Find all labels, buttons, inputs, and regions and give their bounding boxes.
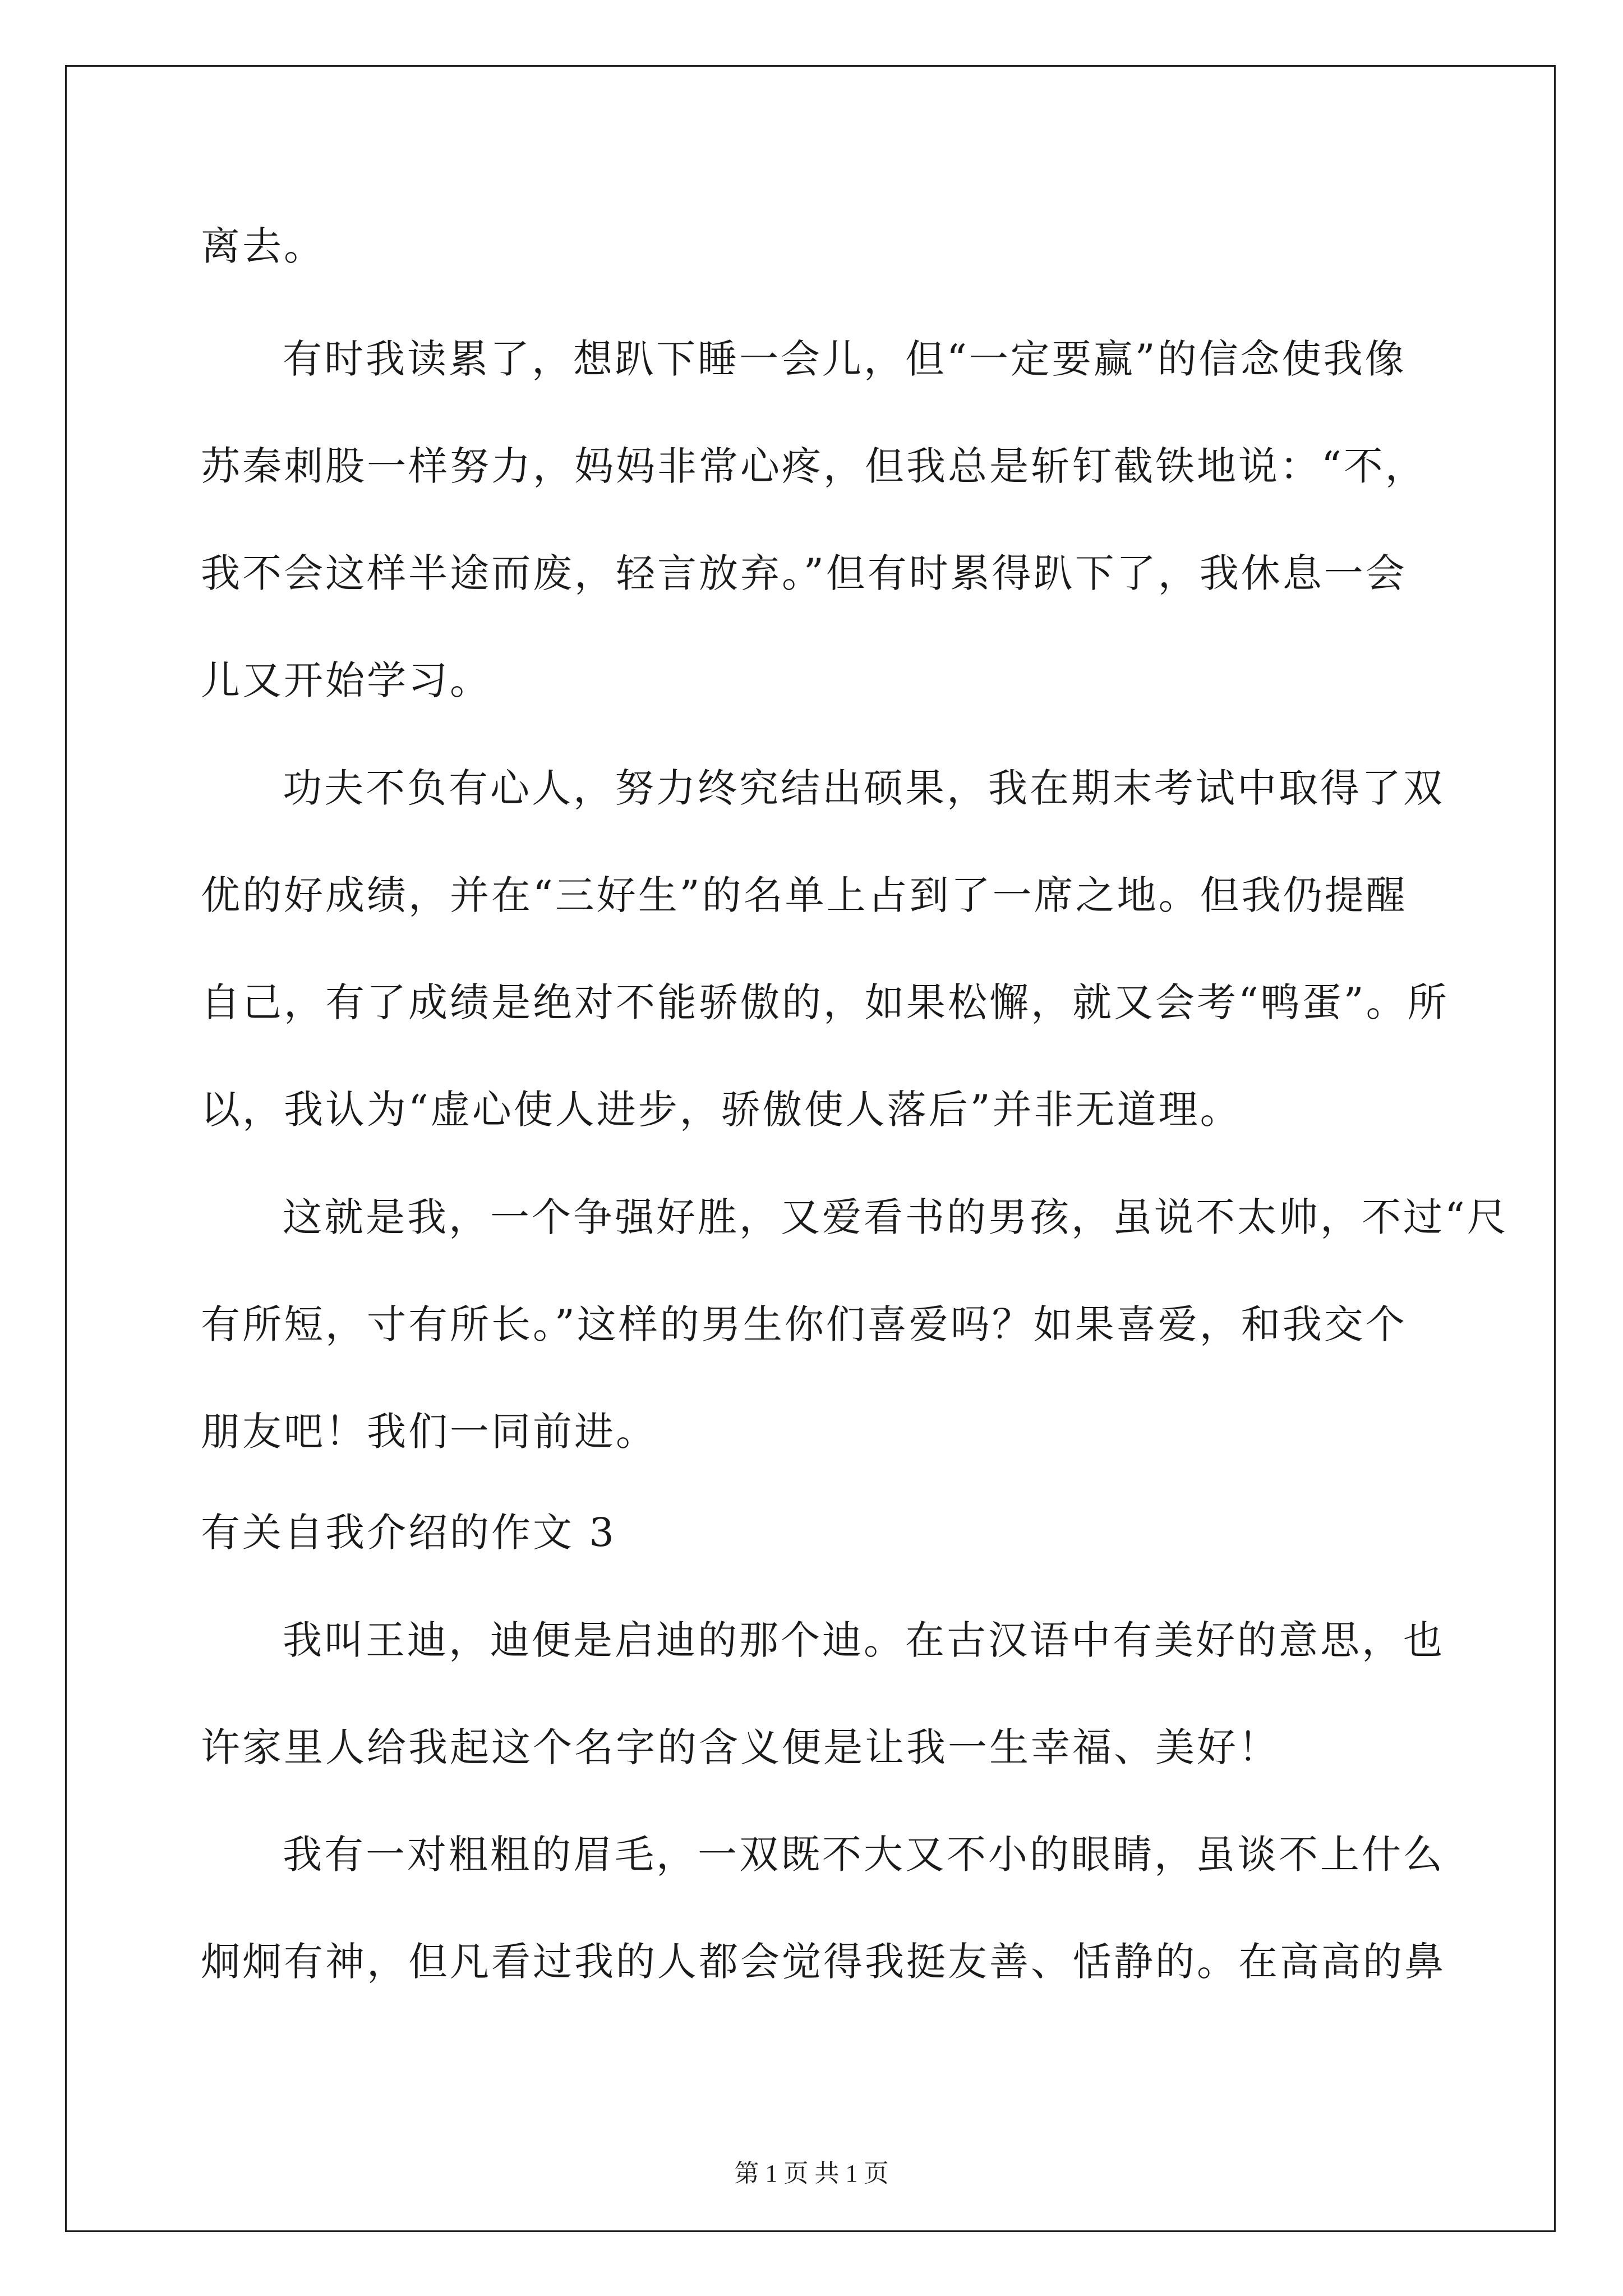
page-number-footer: 第 1 页 共 1 页 xyxy=(734,2160,889,2187)
text-line: 离去。 xyxy=(201,223,325,269)
text-line: 朋友吧！我们一同前进。 xyxy=(201,1409,657,1455)
text-line: 我有一对粗粗的眉毛，一双既不大又不小的眼睛，虽谈不上什么 xyxy=(283,1832,1445,1878)
text-line: 我不会这样半途而废，轻言放弃。”但有时累得趴下了，我休息一会 xyxy=(201,550,1407,596)
text-line: 儿又开始学习。 xyxy=(201,657,491,703)
text-line: 功夫不负有心人，努力终究结出硕果，我在期末考试中取得了双 xyxy=(283,765,1445,811)
text-line: 以，我认为“虚心使人进步，骄傲使人落后”并非无道理。 xyxy=(201,1087,1242,1133)
text-line: 炯炯有神，但凡看过我的人都会觉得我挺友善、恬静的。在高高的鼻 xyxy=(201,1939,1446,1985)
text-line: 许家里人给我起这个名字的含义便是让我一生幸福、美好！ xyxy=(201,1724,1280,1770)
text-line: 苏秦刺股一样努力，妈妈非常心疼，但我总是斩钉截铁地说：“不， xyxy=(201,443,1427,489)
text-line: 这就是我，一个争强好胜，又爱看书的男孩，虽说不太帅，不过“尺 xyxy=(283,1194,1509,1240)
text-line: 我叫王迪，迪便是启迪的那个迪。在古汉语中有美好的意思，也 xyxy=(283,1617,1445,1663)
section-heading: 有关自我介绍的作文 3 xyxy=(201,1510,616,1556)
text-line: 优的好成绩，并在“三好生”的名单上占到了一席之地。但我仍提醒 xyxy=(201,872,1408,918)
text-line: 有所短，寸有所长。”这样的男生你们喜爱吗？如果喜爱，和我交个 xyxy=(201,1301,1407,1347)
text-line: 有时我读累了，想趴下睡一会儿，但“一定要赢”的信念使我像 xyxy=(283,336,1407,382)
text-line: 自己，有了成绩是绝对不能骄傲的，如果松懈，就又会考“鸭蛋”。所 xyxy=(201,979,1449,1025)
page-border xyxy=(65,65,1556,2232)
